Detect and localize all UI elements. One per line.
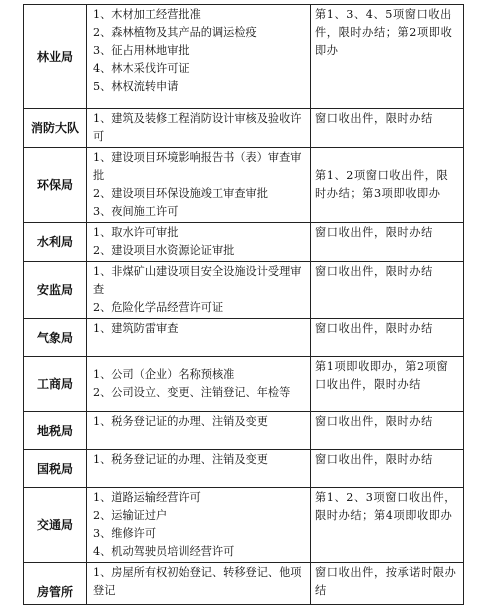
- service-item: 2、运输证过户: [93, 509, 168, 522]
- service-items: [87, 148, 311, 223]
- department-name: 林业局: [24, 5, 87, 109]
- department-name: 工商局: [24, 357, 87, 412]
- handling-note: 窗口收出件，限时办结: [311, 319, 464, 357]
- handling-note: 窗口收出件，按承诺时限办结: [311, 563, 464, 605]
- service-item: 5、林权流转申请: [93, 80, 179, 93]
- table-row: [24, 223, 464, 262]
- department-name: 交通局: [24, 488, 87, 563]
- service-item: 1、税务登记证的办理、注销及变更: [93, 453, 268, 466]
- handling-note: 第1项即收即办，第2项窗口收出件，限时办结: [311, 357, 464, 412]
- table-row: [24, 563, 464, 605]
- service-items: [87, 319, 311, 357]
- service-items: [87, 262, 311, 319]
- service-item: 1、房屋所有权初始登记、转移登记、他项登记: [93, 566, 302, 597]
- handling-note: 窗口收出件，限时办结: [311, 412, 464, 450]
- service-item: 3、维修许可: [93, 527, 157, 540]
- service-item: 2、森林植物及其产品的调运检疫: [93, 26, 257, 39]
- service-item: 2、公司设立、变更、注销登记、年检等: [93, 386, 291, 399]
- service-items: [87, 5, 311, 109]
- handling-note: 第1、3、4、5项窗口收出件，限时办结；第2项即收即办: [311, 5, 464, 109]
- table-row: [24, 148, 464, 223]
- service-table-body: [24, 5, 464, 605]
- department-name: 水利局: [24, 223, 87, 262]
- service-item: 1、木材加工经营批准: [93, 8, 201, 21]
- table-row: [24, 450, 464, 488]
- service-items: [87, 563, 311, 605]
- handling-note: 第1、2项窗口收出件，限时办结；第3项即收即办: [311, 148, 464, 223]
- table-row: [24, 319, 464, 357]
- handling-note: 第1、2、3项窗口收出件，限时办结；第4项即收即办: [311, 488, 464, 563]
- service-item: 1、税务登记证的办理、注销及变更: [93, 415, 268, 428]
- service-item: 3、夜间施工许可: [93, 205, 179, 218]
- service-item: 1、公司（企业）名称预核准: [93, 368, 235, 381]
- service-item: 4、机动驾驶员培训经营许可: [93, 545, 235, 558]
- department-name: 安监局: [24, 262, 87, 319]
- service-item: 1、非煤矿山建设项目安全设施设计受理审查: [93, 265, 302, 296]
- service-item: 2、建设项目环保设施竣工审查审批: [93, 187, 268, 200]
- handling-note: 窗口收出件，限时办结: [311, 450, 464, 488]
- department-name: 消防大队: [24, 109, 87, 148]
- service-items: [87, 357, 311, 412]
- service-item: 1、建筑防雷审查: [93, 322, 179, 335]
- table-row: [24, 5, 464, 109]
- department-name: 环保局: [24, 148, 87, 223]
- department-name: 国税局: [24, 450, 87, 488]
- service-items: [87, 450, 311, 488]
- handling-note: 窗口收出件，限时办结: [311, 109, 464, 148]
- handling-note: 窗口收出件，限时办结: [311, 223, 464, 262]
- service-items: [87, 412, 311, 450]
- service-item: 1、道路运输经营许可: [93, 491, 201, 504]
- service-item: 2、建设项目水资源论证审批: [93, 244, 235, 257]
- table-row: [24, 412, 464, 450]
- service-item: 3、征占用林地审批: [93, 44, 190, 57]
- table-row: [24, 262, 464, 319]
- table-row: [24, 109, 464, 148]
- department-name: 房管所: [24, 563, 87, 605]
- service-item: 1、取水许可审批: [93, 226, 179, 239]
- service-items: [87, 488, 311, 563]
- table-row: [24, 488, 464, 563]
- handling-note: 窗口收出件，限时办结: [311, 262, 464, 319]
- service-items: [87, 223, 311, 262]
- department-name: 地税局: [24, 412, 87, 450]
- service-item: 4、林木采伐许可证: [93, 62, 190, 75]
- service-table: [23, 4, 464, 605]
- service-items: [87, 109, 311, 148]
- department-name: 气象局: [24, 319, 87, 357]
- service-item: 2、危险化学品经营许可证: [93, 301, 224, 314]
- service-item: 1、建设项目环境影响报告书（表）审查审批: [93, 151, 302, 182]
- table-row: [24, 357, 464, 412]
- service-item: 1、建筑及装修工程消防设计审核及验收许可: [93, 112, 302, 143]
